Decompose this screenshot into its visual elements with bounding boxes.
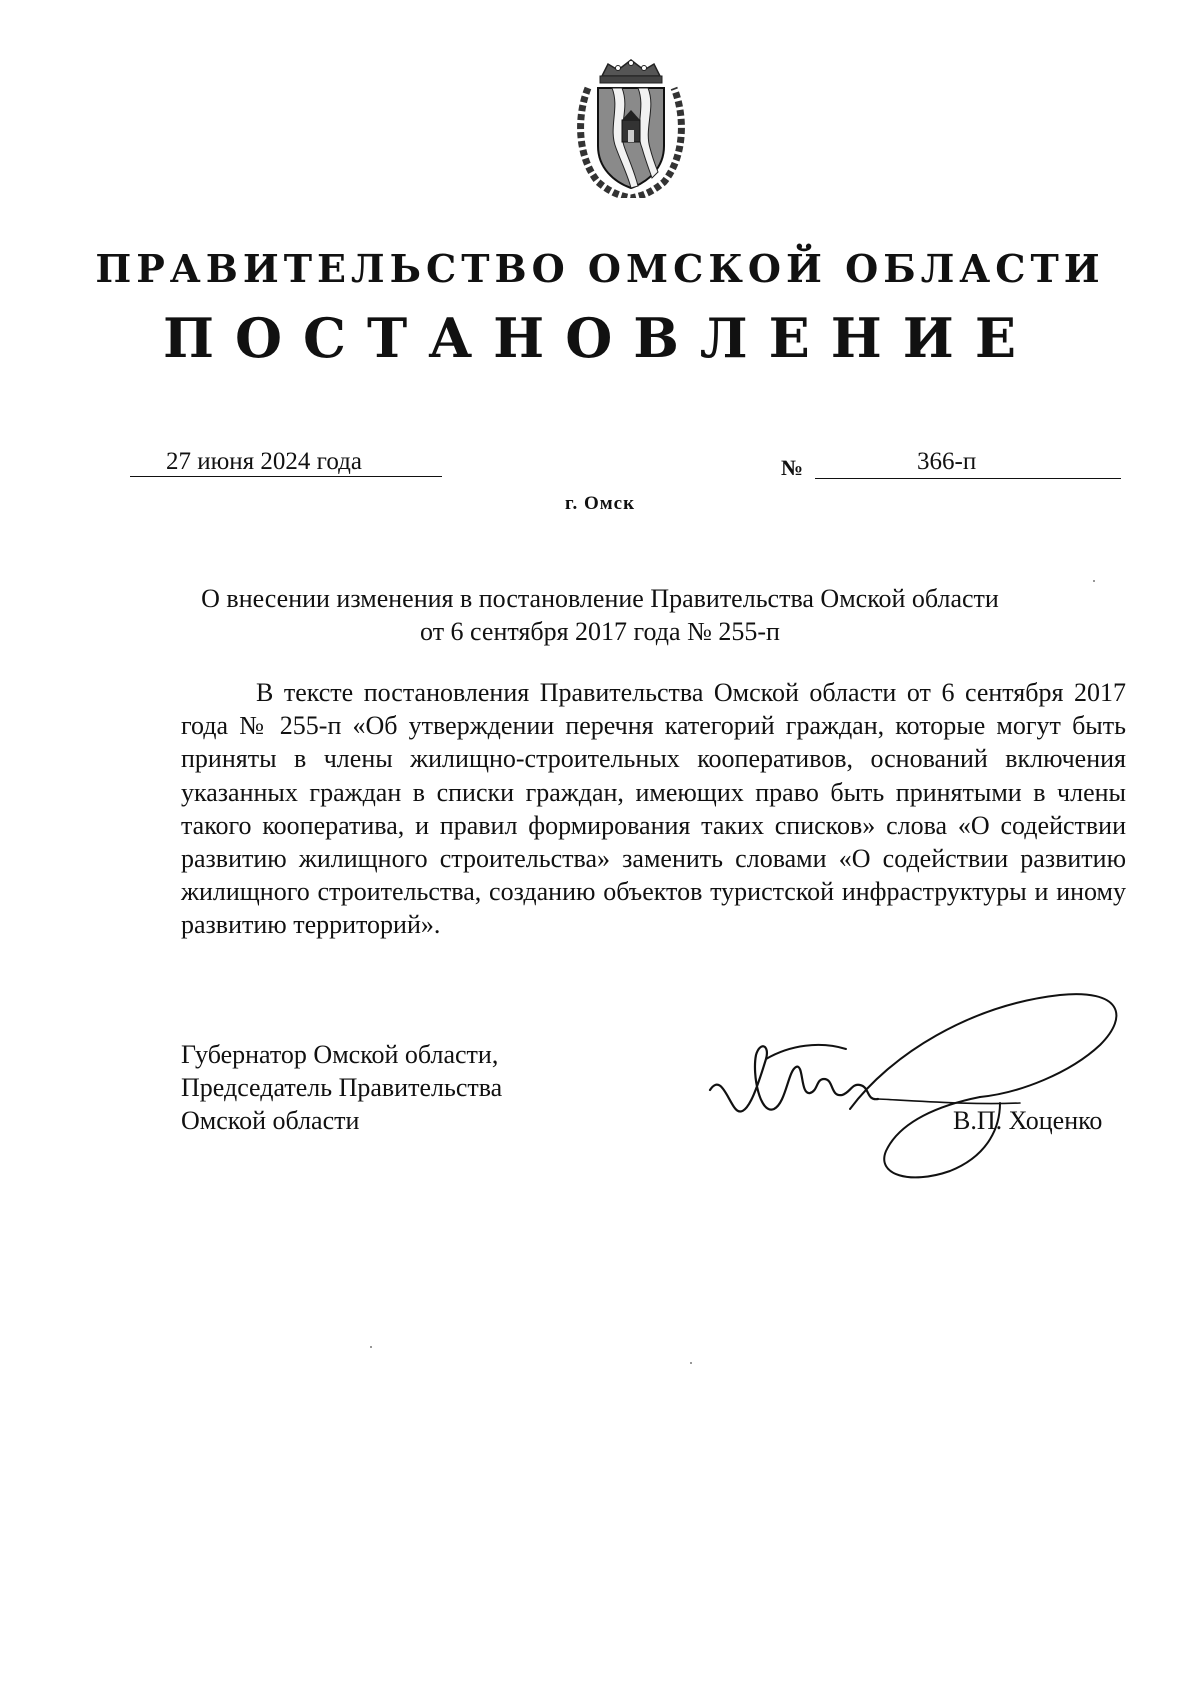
scan-speck xyxy=(370,1346,372,1348)
subject-line-2: от 6 сентября 2017 года № 255-п xyxy=(420,617,780,646)
date-field xyxy=(130,448,442,477)
number-field xyxy=(815,448,1121,479)
document-type-heading: ПОСТАНОВЛЕНИЕ xyxy=(163,306,1037,370)
government-title: ПРАВИТЕЛЬСТВО ОМСКОЙ ОБЛАСТИ xyxy=(95,246,1105,291)
coat-of-arms-icon xyxy=(572,58,690,198)
subject-line-1: О внесении изменения в постановление Правительства Омской области xyxy=(201,584,999,613)
signer-name: В.П. Хоценко xyxy=(953,1106,1103,1135)
document-number: 366-п xyxy=(917,448,977,475)
scan-speck xyxy=(1093,580,1095,582)
signer-position-line-1: Губернатор Омской области, xyxy=(181,1040,499,1069)
signer-position-line-3: Омской области xyxy=(181,1106,360,1135)
scan-speck xyxy=(690,1362,692,1364)
body-paragraph: В тексте постановления Правительства Омской области от 6 сентября 2017 года № 255-п «Об утверждении перечня категорий граждан, которые могут быть приняты в члены жилищно-строительных кооперативов, оснований включения указанных граждан в списки граждан, имеющих право быть принятыми в члены такого кооператива, и правил формирования таких списков» слова «О содействии развитию жилищного строительства» заменить словами «О содействии развитию жилищного строительства, созданию объектов туристской инфраструктуры и иному развитию территорий». xyxy=(181,678,1126,940)
city-label: г. Омск xyxy=(564,493,636,514)
document-date: 27 июня 2024 года xyxy=(166,448,362,475)
handwritten-signature-icon xyxy=(700,975,1160,1190)
signer-position xyxy=(181,1038,502,1137)
signer-position-line-2: Председатель Правительства xyxy=(181,1073,503,1102)
number-sign: № xyxy=(781,455,804,480)
document-subject xyxy=(120,582,1080,648)
